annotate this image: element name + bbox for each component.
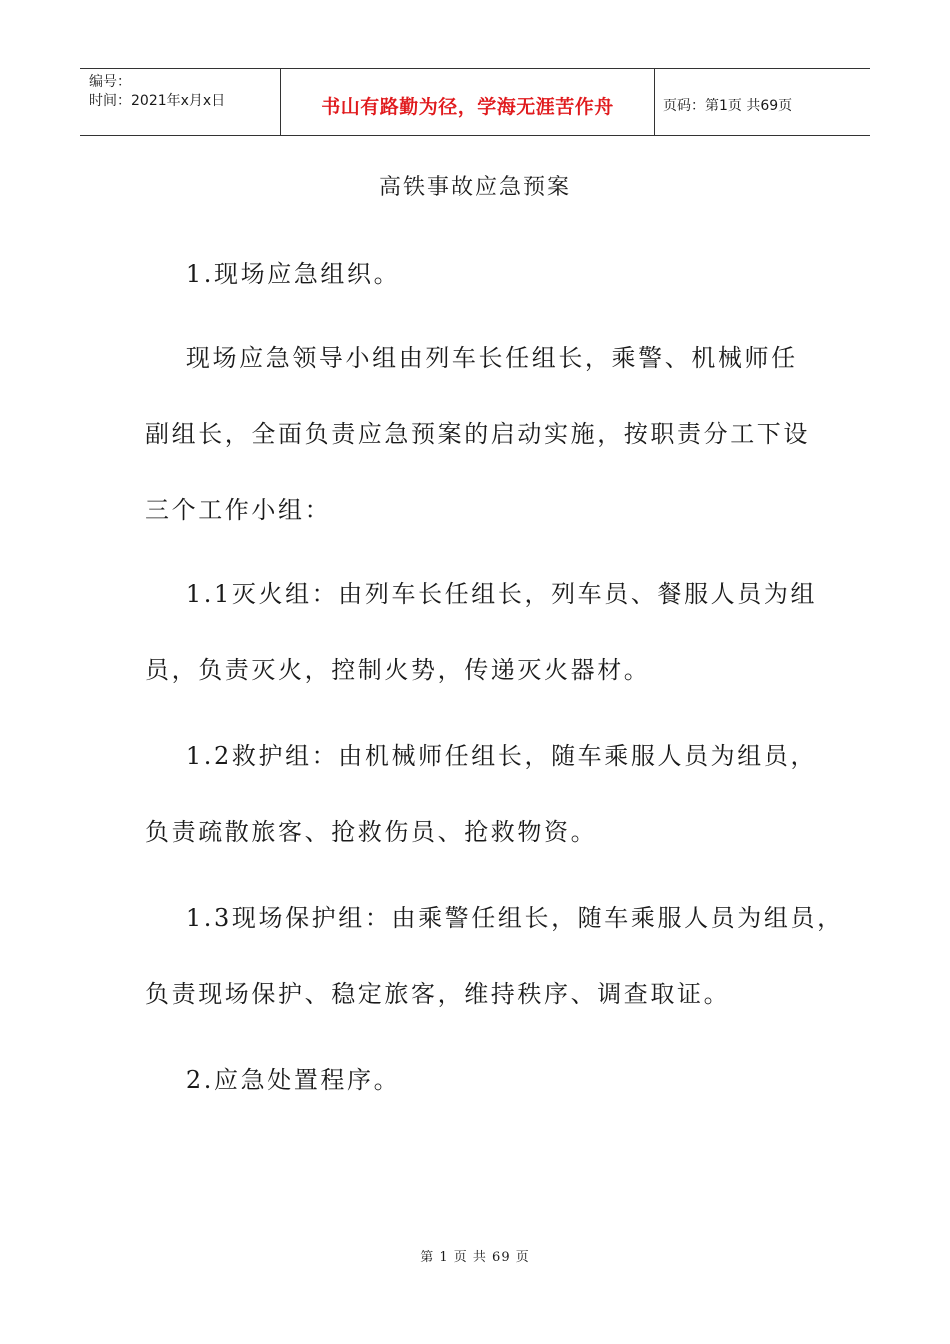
page-header [80, 68, 870, 136]
paragraph-line: 负责现场保护、稳定旅客，维持秩序、调查取证。 [145, 980, 731, 1008]
page-footer: 第 1 页 共 69 页 [420, 1250, 530, 1265]
paragraph-line: 员，负责灭火，控制火势，传递灭火器材。 [145, 656, 651, 684]
paragraph-line: 1.1灭火组：由列车长任组长，列车员、餐服人员为组 [145, 580, 818, 608]
doc-number-label: 编号： [89, 74, 131, 90]
paragraph-line: 现场应急领导小组由列车长任组长，乘警、机械师任 [145, 344, 798, 372]
doc-date: 时间：2021年x月x日 [89, 93, 226, 109]
paragraph-line: 1.2救护组：由机械师任组长，随车乘服人员为组员， [145, 742, 818, 770]
paragraph-line: 副组长，全面负责应急预案的启动实施，按职责分工下设 [145, 420, 810, 448]
header-motto: 书山有路勤为径，学海无涯苦作舟 [281, 69, 655, 135]
header-meta [80, 69, 281, 135]
paragraph-line: 负责疏散旅客、抢救伤员、抢救物资。 [145, 818, 598, 846]
header-page-info: 页码：第1页 共69页 [663, 98, 793, 114]
paragraph-line: 三个工作小组： [145, 496, 332, 524]
document-title: 高铁事故应急预案 [378, 175, 571, 200]
paragraph-line: 1.3现场保护组：由乘警任组长，随车乘服人员为组员， [145, 904, 844, 932]
paragraph-line: 1.现场应急组织。 [145, 260, 401, 288]
paragraph-line: 2.应急处置程序。 [145, 1066, 401, 1094]
